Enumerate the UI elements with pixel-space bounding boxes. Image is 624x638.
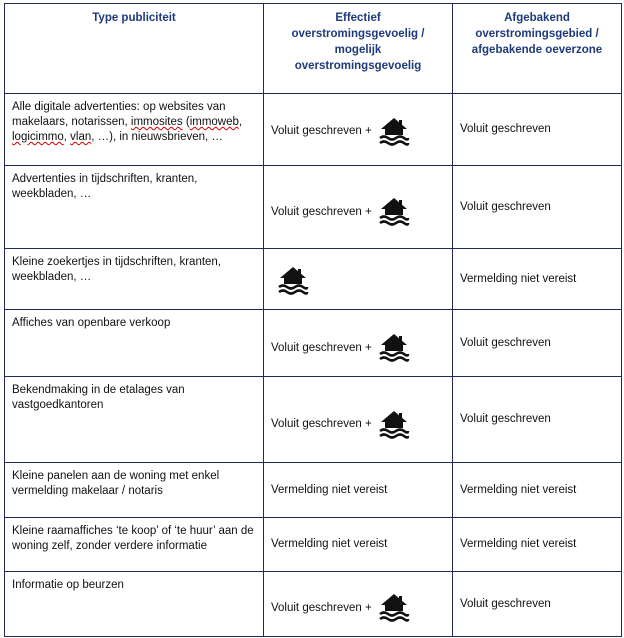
table-row (5, 249, 622, 310)
header-type-publiciteit: Type publiciteit (5, 4, 264, 94)
effectief-cell (264, 249, 453, 310)
effectief-cell: Voluit geschreven + (264, 377, 453, 463)
effectief-cell: Vermelding niet vereist (264, 518, 453, 572)
type-cell: Kleine panelen aan de woning met enkel vermelding makelaar / notaris (5, 463, 264, 518)
flood-house-icon (378, 116, 410, 148)
type-cell: Bekendmaking in de etalages van vastgoedkantoren (5, 377, 264, 463)
type-cell: Kleine zoekertjes in tijdschriften, kranten, weekbladen, … (5, 249, 264, 310)
effectief-cell: Voluit geschreven + (264, 310, 453, 377)
flood-house-icon (378, 332, 410, 364)
afgebakend-cell: Voluit geschreven (453, 94, 622, 166)
table-row (5, 94, 622, 166)
afgebakend-cell: Voluit geschreven (453, 166, 622, 249)
effectief-cell: Voluit geschreven + (264, 94, 453, 166)
flood-house-icon (378, 592, 410, 624)
flood-house-icon (277, 265, 309, 297)
afgebakend-cell: Voluit geschreven (453, 310, 622, 377)
afgebakend-cell: Vermelding niet vereist (453, 518, 622, 572)
header-overstromingsgevoelig: Effectief overstromingsgevoelig / mogelijk overstromingsgevoelig (264, 4, 453, 94)
table-row (5, 310, 622, 377)
effectief-cell: Voluit geschreven + (264, 166, 453, 249)
table-row (5, 572, 622, 637)
type-cell: Affiches van openbare verkoop (5, 310, 264, 377)
table-row (5, 518, 622, 572)
afgebakend-cell: Vermelding niet vereist (453, 463, 622, 518)
type-cell: Alle digitale advertenties: op websites van makelaars, notarissen, immosites (immoweb, logicimmo, vlan, …), in nieuwsbrieven, … (5, 94, 264, 166)
header-row (5, 4, 622, 94)
type-cell: Advertenties in tijdschriften, kranten, weekbladen, … (5, 166, 264, 249)
publicity-table (4, 3, 622, 637)
afgebakend-cell: Vermelding niet vereist (453, 249, 622, 310)
type-cell: Informatie op beurzen (5, 572, 264, 637)
type-cell: Kleine raamaffiches ‘te koop’ of ‘te huur’ aan de woning zelf, zonder verdere informatie (5, 518, 264, 572)
effectief-cell: Voluit geschreven + (264, 572, 453, 637)
table-row (5, 166, 622, 249)
afgebakend-cell: Voluit geschreven (453, 572, 622, 637)
effectief-cell: Vermelding niet vereist (264, 463, 453, 518)
header-overstromingsgebied: Afgebakend overstromingsgebied / afgebakende oeverzone (453, 4, 622, 94)
table-row (5, 463, 622, 518)
afgebakend-cell: Voluit geschreven (453, 377, 622, 463)
table-row (5, 377, 622, 463)
flood-house-icon (378, 409, 410, 441)
flood-house-icon (378, 196, 410, 228)
